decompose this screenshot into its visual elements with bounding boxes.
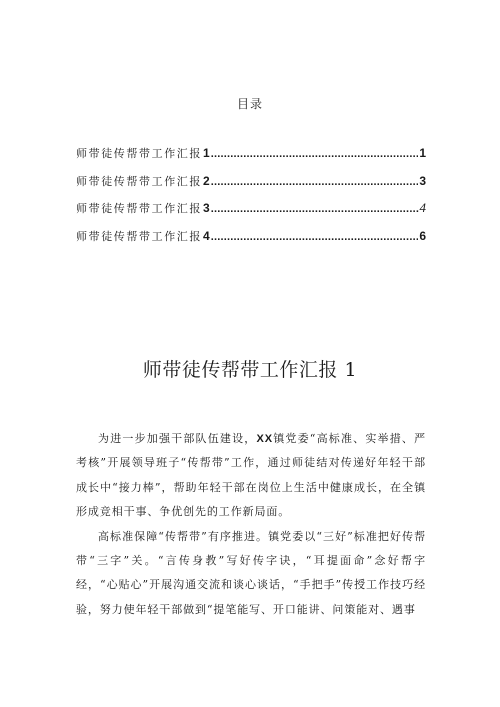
toc-entry-page: 3 (419, 173, 426, 188)
toc-entry-number: 4 (203, 228, 210, 243)
toc-leader-dots (211, 176, 419, 188)
toc-entry-page: 1 (419, 146, 426, 160)
toc-leader-dots (211, 148, 419, 160)
toc-leader-dots (211, 231, 419, 243)
toc-entry[interactable] (76, 173, 426, 201)
paragraph-bold-text: XX (256, 433, 273, 445)
document-body (76, 427, 426, 622)
toc-entry[interactable] (76, 145, 426, 173)
document-title: 师带徒传帮带工作汇报 1 (142, 359, 358, 381)
toc-entry[interactable] (76, 228, 426, 256)
toc-title: 目录 (236, 97, 263, 111)
toc-entry-label: 师带徒传帮带工作汇报 (76, 147, 202, 160)
toc-entry-label: 师带徒传帮带工作汇报 (76, 229, 202, 243)
toc-entry-number: 2 (203, 173, 210, 188)
toc-entry-number: 3 (203, 201, 210, 215)
toc-entry-label: 师带徒传帮带工作汇报 (76, 174, 202, 188)
toc-entry-label: 师带徒传帮带工作汇报 (76, 202, 202, 215)
paragraph-text: 镇党委“高标准、实举措、严考核”开展领导班子“传帮带”工作，通过师徒结对传递好年轻干部成长中“接力棒”，帮助年轻干部在岗位上生活中健康成长，在全镇形成竞相干事、争优创先的工作新局面。 (76, 432, 427, 519)
toc-entry[interactable] (76, 200, 426, 228)
table-of-contents (76, 145, 426, 255)
toc-entry-page: 4 (419, 200, 426, 215)
toc-leader-dots (211, 203, 419, 215)
toc-entry-page: 6 (419, 228, 426, 243)
body-paragraph: 高标准保障“传帮带”有序推进。镇党委以“三好”标准把好传帮带“三字”关。“言传身教”写好传字诀，“耳提面命”念好帮字经，“心贴心”开展沟通交流和谈心谈话，“手把手”传授工作技巧经验，努力使年轻干部做到“提笔能写、开口能讲、问策能对、遇事 (76, 529, 426, 616)
body-paragraph (76, 427, 426, 525)
toc-entry-number: 1 (203, 146, 210, 160)
paragraph-text: 为进一步加强干部队伍建设， (98, 432, 257, 445)
